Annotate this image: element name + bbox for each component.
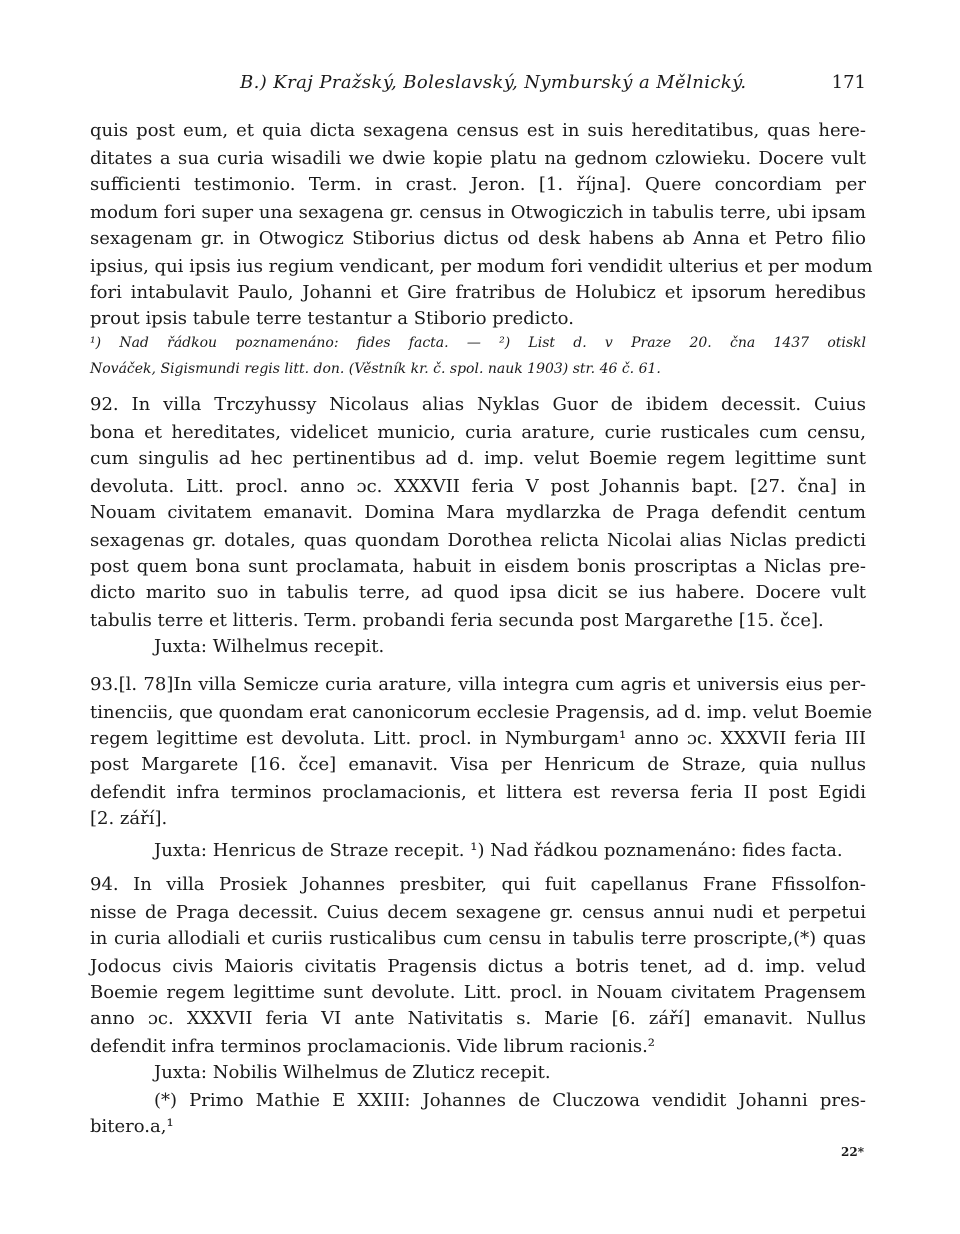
text-line: 93.[l. 78]In villa Semicze curia arature, villa integra cum agris et universis eius per- — [90, 674, 866, 695]
text-line: tinenciis, que quondam erat canonicorum ecclesie Pragensis, ad d. imp. velut Boemie — [90, 702, 873, 723]
text-line: Jodocus civis Maioris civitatis Pragensis dictus a botris tenet, ad d. imp. velud — [90, 956, 866, 977]
text-line: sexagenam gr. in Otwogicz Stiborius dictus od desk habens ab Anna et Petro filio — [90, 228, 866, 249]
text-line: Juxta: Henricus de Straze recepit. ¹) Nad řádkou poznamenáno: fides facta. — [154, 840, 843, 861]
text-line: Juxta: Nobilis Wilhelmus de Zluticz recepit. — [154, 1062, 551, 1083]
text-line: sufficienti testimonio. Term. in crast. Jeron. [1. října]. Quere concordiam per — [90, 174, 866, 195]
text-line: bona et hereditates, videlicet municio, curia arature, curie rusticales cum censu, — [90, 422, 866, 443]
text-line: prout ipsis tabule terre testantur a Stiborio predicto. — [90, 308, 574, 329]
text-line: in curia allodiali et curiis rusticalibus cum censu in tabulis terre proscripte,(*) quas — [90, 928, 866, 949]
text-line: bitero.a,¹ — [90, 1116, 174, 1137]
text-line: tabulis terre et litteris. Term. probandi feria secunda post Margarethe [15. čce]. — [90, 610, 824, 631]
text-line: post Margarete [16. čce] emanavit. Visa per Henricum de Straze, quia nullus — [90, 754, 866, 775]
text-line: anno ɔc. XXXVII feria VI ante Nativitatis s. Marie [6. září] emanavit. Nullus — [90, 1008, 866, 1029]
text-line: 94. In villa Prosiek Johannes presbiter, qui fuit capellanus Frane Ffissolfon- — [90, 874, 866, 895]
text-line: [2. září]. — [90, 808, 168, 829]
text-line: post quem bona sunt proclamata, habuit in eisdem bonis proscriptas a Niclas pre- — [90, 556, 866, 577]
text-line: dicto marito suo in tabulis terre, ad quod ipsa dicit se ius habere. Docere vult — [90, 582, 866, 603]
text-line: Juxta: Wilhelmus recepit. — [154, 636, 385, 657]
text-line: defendit infra terminos proclamacionis, et littera est reversa feria II post Egidi — [90, 782, 866, 803]
text-line: ¹) Nad řádkou poznamenáno: fides facta. — ²) List d. v Praze 20. čna 1437 otiskl — [90, 335, 866, 351]
text-line: quis post eum, et quia dicta sexagena census est in suis hereditatibus, quas here- — [90, 120, 866, 141]
text-line: ipsius, qui ipsis ius regium vendicant, per modum fori vendidit ulterius et per modum — [90, 256, 873, 277]
text-line: Boemie regem legittime sunt devolute. Litt. procl. in Nouam civitatem Pragensem — [90, 982, 866, 1003]
text-line: defendit infra terminos proclamacionis. Vide librum racionis.² — [90, 1036, 656, 1057]
running-header — [90, 72, 866, 102]
text-line: modum fori super una sexagena gr. census in Otwogiczich in tabulis terre, ubi ipsam — [90, 202, 866, 223]
text-line: 92. In villa Trczyhussy Nicolaus alias Nyklas Guor de ibidem decessit. Cuius — [90, 394, 866, 415]
text-line: Nouam civitatem emanavit. Domina Mara mydlarzka de Praga defendit centum — [90, 502, 866, 523]
text-line: Nováček, Sigismundi regis litt. don. (Věstník kr. č. spol. nauk 1903) str. 46 č. 61. — [90, 361, 661, 377]
text-line: (*) Primo Mathie E XXIII: Johannes de Cluczowa vendidit Johanni pres- — [154, 1090, 866, 1111]
page-number: 171 — [831, 72, 866, 93]
running-header-title: B.) Kraj Pražský, Boleslavský, Nymburský a Mělnický. — [240, 72, 747, 93]
text-line: regem legittime est devoluta. Litt. procl. in Nymburgam¹ anno ɔc. XXXVII feria III — [90, 728, 866, 749]
text-line: fori intabulavit Paulo, Johanni et Gire fratribus de Holubicz et ipsorum heredibus — [90, 282, 866, 303]
signature-mark: 22* — [841, 1145, 864, 1159]
text-line: nisse de Praga decessit. Cuius decem sexagene gr. census annui nudi et perpetui — [90, 902, 866, 923]
text-line: cum singulis ad hec pertinentibus ad d. imp. velut Boemie regem legittime sunt — [90, 448, 866, 469]
text-line: devoluta. Litt. procl. anno ɔc. XXXVII feria V post Johannis bapt. [27. čna] in — [90, 476, 866, 497]
text-line: sexagenas gr. dotales, quas quondam Dorothea relicta Nicolai alias Niclas predicti — [90, 530, 866, 551]
text-line: ditates a sua curia wisadili we dwie kopie platu na gednom czlowieku. Docere vult — [90, 148, 866, 169]
